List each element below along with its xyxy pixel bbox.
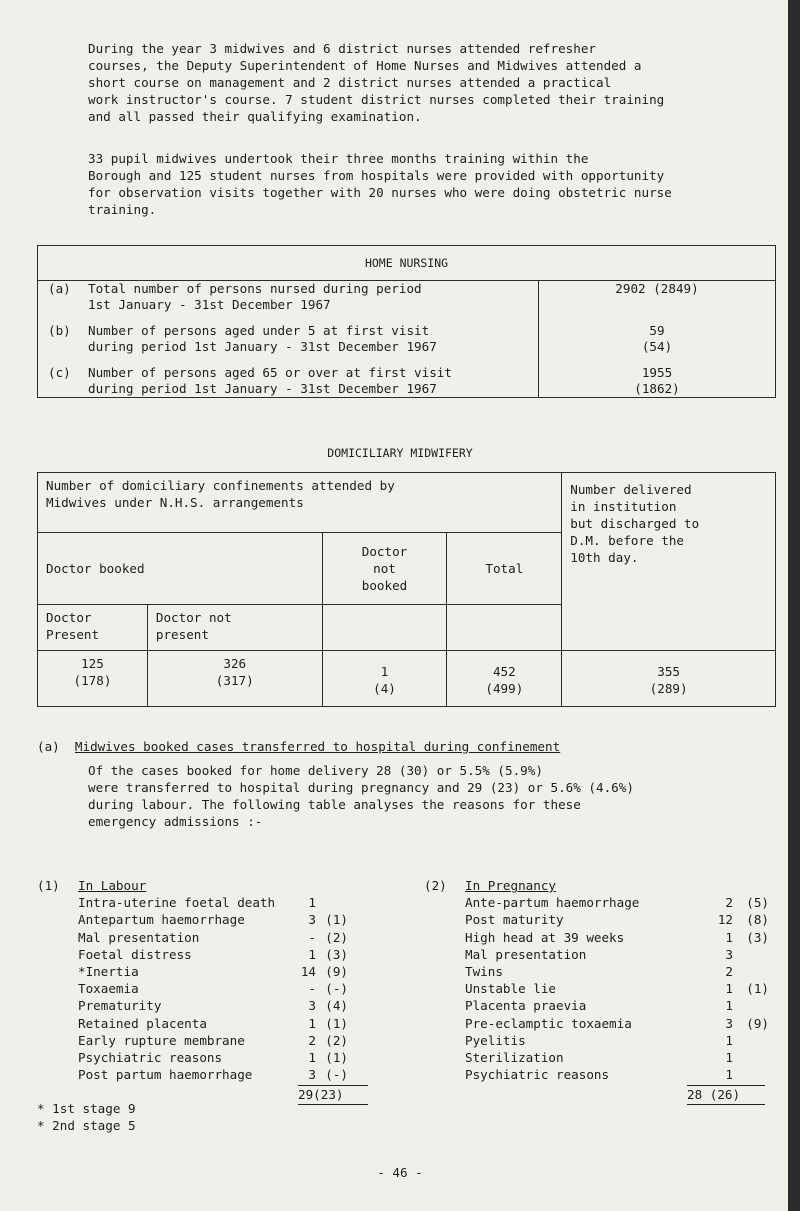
home-nursing-row-b [38, 323, 538, 355]
item-label: Toxaemia [78, 981, 139, 997]
item-previous-value [316, 894, 348, 911]
item-label: Psychiatric reasons [465, 1067, 610, 1083]
total-value: 28 (26) [687, 1085, 765, 1104]
institution-header: Number delivered in institution but discharged to D.M. before the 10th day. [562, 473, 776, 651]
midwifery-table [37, 472, 776, 707]
in-labour-heading [37, 877, 377, 894]
item-value: 1 [308, 1015, 316, 1031]
list-item [424, 1015, 769, 1032]
item-value: 1 [725, 1067, 733, 1083]
item-previous-value: (4) [325, 998, 348, 1014]
home-nursing-row-c [38, 365, 538, 397]
item-previous-value [733, 1066, 769, 1083]
list-item [37, 1015, 377, 1032]
item-value: 12 [717, 912, 733, 928]
item-label: Mal presentation [78, 929, 200, 945]
item-label: Prematurity [78, 998, 162, 1014]
item-label: Placenta praevia [465, 998, 587, 1014]
item-value: 1 [308, 946, 316, 962]
page-number: - 46 - [377, 1165, 423, 1180]
item-value: - [308, 981, 316, 997]
row-label: (b) [48, 323, 71, 338]
home-nursing-table [37, 245, 776, 398]
in-labour-list [37, 877, 377, 1105]
doctor-booked-header: Doctor booked [38, 533, 323, 605]
list-item [424, 911, 769, 928]
list-item [424, 946, 769, 963]
paragraph-pupil-midwives: 33 pupil midwives undertook their three months training within the Borough and 125 student nurses from hospitals were provided with opportunity for observation visits together with 20 nurses who were doing obstetric nurse training. [88, 151, 672, 217]
item-value: 2 [725, 964, 733, 980]
item-previous-value [733, 946, 769, 963]
item-value: 3 [308, 1067, 316, 1083]
item-label: Pre-eclamptic toxaemia [465, 1015, 632, 1031]
list-item [37, 1032, 377, 1049]
item-value: 14 [300, 964, 316, 980]
item-value: 2 [725, 895, 733, 911]
list-item [37, 946, 377, 963]
list-item [37, 980, 377, 997]
empty-cell [322, 605, 447, 651]
item-previous-value: (8) [746, 912, 769, 928]
item-label: High head at 39 weeks [465, 929, 625, 945]
item-label: Intra-uterine foetal death [78, 895, 276, 911]
confinements-header: Number of domiciliary confinements attended by Midwives under N.H.S. arrangements [38, 473, 562, 533]
list-item [424, 997, 769, 1014]
doctor-present-header: Doctor Present [38, 605, 148, 651]
list-number: (2) [424, 878, 447, 893]
section-a-heading [37, 738, 560, 755]
item-previous-value: (1) [746, 981, 769, 997]
item-value: 1 [725, 981, 733, 997]
item-label: Retained placenta [78, 1015, 207, 1031]
item-previous-value: (-) [325, 981, 348, 997]
doctor-not-present-value: 326 (317) [147, 651, 322, 707]
item-value: 3 [725, 1015, 733, 1031]
institution-value: 355 (289) [562, 651, 776, 707]
item-previous-value: (2) [325, 1032, 348, 1048]
list-item [424, 929, 769, 946]
list-item [37, 929, 377, 946]
in-pregnancy-heading [424, 877, 769, 894]
in-labour-items [37, 894, 377, 1083]
footnotes [37, 1100, 136, 1134]
home-nursing-title: HOME NURSING [38, 246, 776, 281]
empty-cell [447, 605, 562, 651]
in-pregnancy-total [424, 1085, 769, 1104]
list-heading: In Labour [78, 878, 147, 893]
item-label: Post partum haemorrhage [78, 1067, 253, 1083]
item-value: - [308, 929, 316, 945]
item-previous-value: (1) [325, 1050, 348, 1066]
item-value: 1 [725, 929, 733, 945]
item-label: Unstable lie [465, 981, 556, 997]
item-previous-value: (9) [746, 1015, 769, 1031]
item-label: Twins [465, 964, 503, 980]
item-value: 3 [725, 946, 733, 962]
list-item [37, 911, 377, 928]
item-previous-value [733, 963, 769, 980]
list-item [424, 1049, 769, 1066]
item-previous-value: (9) [325, 964, 348, 980]
doctor-not-booked-header: Doctor not booked [322, 533, 447, 605]
list-item [424, 1066, 769, 1083]
item-value: 3 [308, 912, 316, 928]
item-label: Post maturity [465, 912, 564, 928]
section-a-paragraph: Of the cases booked for home delivery 28 (30) or 5.5% (5.9%) were transferred to hospital during pregnancy and 29 (23) or 5.6% (4.6%) during labour. The following table analyses the reasons for these emergency admissions :- [88, 763, 634, 829]
list-item [424, 1032, 769, 1049]
value-b: 59 (54) [641, 323, 673, 354]
list-item [424, 894, 769, 911]
item-value: 1 [725, 1050, 733, 1066]
row-text: Total number of persons nursed during period 1st January - 31st December 1967 [88, 281, 422, 312]
item-previous-value: (5) [746, 895, 769, 911]
item-label: Antepartum haemorrhage [78, 912, 245, 928]
item-previous-value: (1) [325, 912, 348, 928]
item-value: 3 [308, 998, 316, 1014]
item-value: 2 [308, 1032, 316, 1048]
paragraph-training: During the year 3 midwives and 6 district nurses attended refresher courses, the Deputy Superintendent of Home Nurses and Midwives attended a short course on management and 2 district nurses attended a practical work instructor's course. 7 student district nurses completed their training and all passed their qualifying examination. [88, 41, 665, 124]
value-a: 2902 (2849) [615, 281, 699, 296]
home-nursing-values [539, 281, 776, 398]
midwifery-title: DOMICILIARY MIDWIFERY [327, 446, 473, 460]
row-label: (a) [48, 281, 71, 296]
row-label: (c) [48, 365, 71, 380]
value-c: 1955 (1862) [634, 365, 680, 396]
in-pregnancy-items [424, 894, 769, 1083]
section-a-title: Midwives booked cases transferred to hospital during confinement [74, 739, 561, 754]
list-item [37, 1049, 377, 1066]
list-item [37, 894, 377, 911]
list-item [424, 980, 769, 997]
total-value: 29(23) [298, 1085, 368, 1104]
item-previous-value [733, 1032, 769, 1049]
item-value: 1 [308, 895, 316, 911]
list-number: (1) [37, 878, 60, 893]
doctor-not-booked-value: 1 (4) [322, 651, 447, 707]
item-label: Pyelitis [465, 1032, 526, 1048]
total-header: Total [447, 533, 562, 605]
doctor-not-present-header: Doctor not present [147, 605, 322, 651]
item-previous-value: (3) [325, 946, 348, 962]
section-a-label: (a) [37, 739, 60, 754]
footnote-first-stage: * 1st stage 9 [37, 1101, 136, 1116]
list-heading: In Pregnancy [465, 878, 556, 893]
item-value: 1 [308, 1050, 316, 1066]
item-previous-value: (3) [746, 929, 769, 945]
row-text: Number of persons aged 65 or over at first visit during period 1st January - 31st December 1967 [88, 365, 452, 396]
in-pregnancy-list [424, 877, 769, 1105]
list-item [424, 963, 769, 980]
home-nursing-row-a [38, 281, 538, 313]
footnote-second-stage: * 2nd stage 5 [37, 1118, 136, 1133]
page-edge-shadow [788, 0, 800, 1211]
doctor-present-value: 125 (178) [38, 651, 148, 707]
item-previous-value: (2) [325, 929, 348, 945]
item-label: Sterilization [465, 1050, 564, 1066]
list-item [37, 1066, 377, 1083]
total-value: 452 (499) [447, 651, 562, 707]
item-value: 1 [725, 1032, 733, 1048]
item-label: Mal presentation [465, 946, 587, 962]
item-previous-value [733, 1049, 769, 1066]
item-value: 1 [725, 998, 733, 1014]
item-previous-value: (-) [325, 1067, 348, 1083]
list-item [37, 997, 377, 1014]
item-label: *Inertia [78, 964, 139, 980]
item-previous-value [733, 997, 769, 1014]
list-item [37, 963, 377, 980]
item-label: Early rupture membrane [78, 1032, 245, 1048]
row-text: Number of persons aged under 5 at first visit during period 1st January - 31st December 1967 [88, 323, 437, 354]
home-nursing-descriptions [38, 281, 539, 398]
item-label: Psychiatric reasons [78, 1050, 223, 1066]
item-label: Ante-partum haemorrhage [465, 895, 640, 911]
item-previous-value: (1) [325, 1015, 348, 1031]
item-label: Foetal distress [78, 946, 192, 962]
